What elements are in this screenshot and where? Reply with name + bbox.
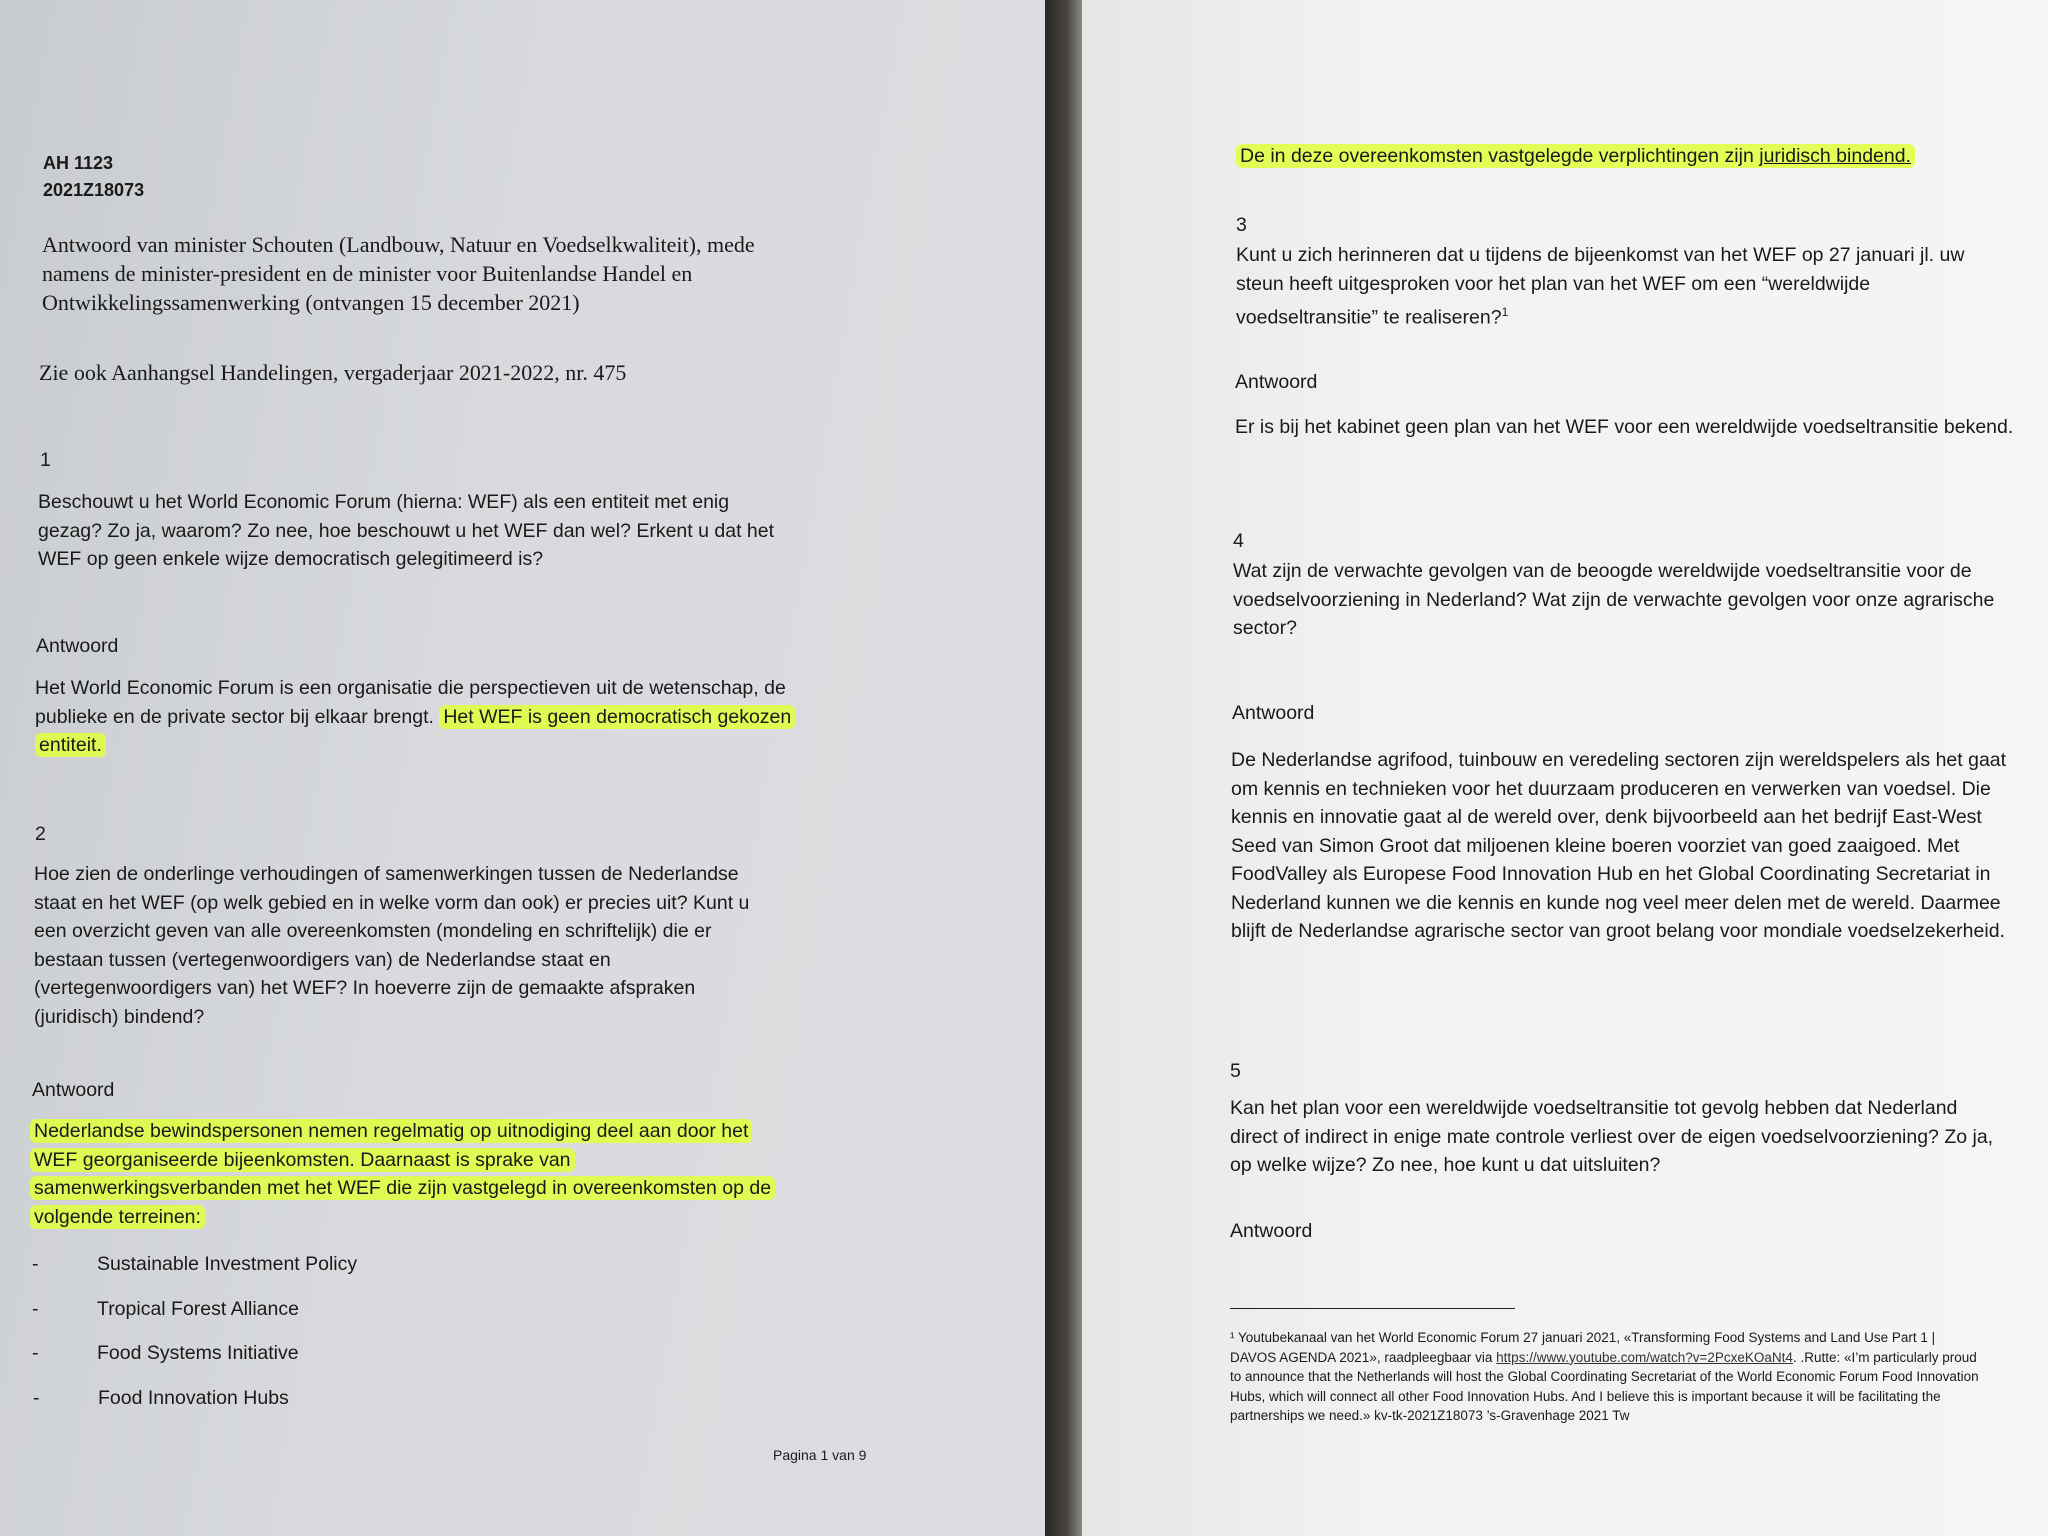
question-2-text: Hoe zien de onderlinge verhoudingen of samenwerkingen tussen de Nederlandse staat en het WEF (op welk gebied en in welke vorm dan ook) er precies uit? Kunt u een overzicht geven van alle overeenkomsten (mondeling en schriftelijk) die er bestaan tussen (vertegenwoordigers van) de Nederlandse staat en (vertegenwoordigers van) het WEF? In hoeverre zijn de gemaakte afspraken (juridisch) bindend?	[34, 863, 750, 1028]
binding-highlight	[1236, 144, 1915, 168]
list-dash: -	[32, 1342, 39, 1364]
footnote-quote: . .Rutte: «I’m particularly proud to announce that the Netherlands will host the Global Coordinating Secretariat of the World Economic Forum Food Innovation Hubs, which will connect all other Food Innovation Hubs. And I believe this is important because it will be facilitating the partnerships we need.» kv-tk-2021Z18073 ’s-Gravenhage 2021 Tw	[1230, 1349, 1979, 1423]
question-4-number: 4	[1233, 530, 1244, 552]
binding-statement	[1236, 142, 2036, 171]
list-item-label: Food Systems Initiative	[97, 1342, 299, 1364]
answer-3-heading: Antwoord	[1235, 371, 1318, 393]
see-also-reference: Zie ook Aanhangsel Handelingen, vergaderjaar 2021-2022, nr. 475	[39, 360, 627, 385]
list-item-label: Sustainable Investment Policy	[97, 1253, 358, 1275]
question-5-number: 5	[1230, 1060, 1241, 1082]
binding-highlight-text: De in deze overeenkomsten vastgelegde verplichtingen zijn	[1240, 145, 1754, 167]
right-page	[1082, 0, 2048, 1536]
ref-number: 2021Z18073	[43, 180, 145, 200]
question-3-paragraph	[1236, 241, 2016, 332]
question-1-number: 1	[40, 449, 51, 471]
question-5-text: Kan het plan voor een wereldwijde voedseltransitie tot gevolg hebben dat Nederland direct of indirect in enige mate controle verliest over de eigen voedselvoorziening? Zo ja, op welke wijze? Zo nee, hoe kunt u dat uitsluiten?	[1230, 1097, 1994, 1176]
question-4-text: Wat zijn de verwachte gevolgen van de beoogde wereldwijde voedseltransitie voor de voedselvoorziening in Nederland? Wat zijn de verwachte gevolgen voor onze agrarische sector?	[1233, 560, 1995, 639]
list-dash: -	[32, 1253, 39, 1275]
ref-code: AH 1123	[43, 153, 114, 173]
list-dash: -	[32, 1298, 39, 1320]
answer-4-heading: Antwoord	[1232, 702, 1315, 724]
answer-5-heading: Antwoord	[1230, 1220, 1313, 1242]
question-3-number: 3	[1236, 214, 1247, 236]
answer-1-paragraph	[35, 674, 795, 760]
list-item-label: Food Innovation Hubs	[98, 1387, 289, 1409]
footnote	[1230, 1328, 1985, 1426]
footnote-link[interactable]: https://www.youtube.com/watch?v=2PcxeKOaNt4	[1496, 1349, 1793, 1365]
footnote-divider	[1230, 1308, 1515, 1309]
answer-1-text: Het World Economic Forum is een organisatie die perspectieven uit de wetenschap, de publieke en de private sector bij elkaar brengt.	[35, 677, 786, 728]
answer-2-heading: Antwoord	[32, 1079, 115, 1101]
footnote-text: Youtubekanaal van het World Economic Forum 27 januari 2021, «Transforming Food Systems and Land Use Part 1 | DAVOS AGENDA 2021», raadpleegbaar via	[1230, 1330, 1936, 1365]
question-3-text: Kunt u zich herinneren dat u tijdens de bijeenkomst van het WEF op 27 januari jl. uw steun heeft uitgesproken voor het plan van het WEF om een “wereldwijde voedseltransitie” te realiseren?	[1236, 244, 1965, 329]
question-1-text: Beschouwt u het World Economic Forum (hierna: WEF) als een entiteit met enig gezag? Zo ja, waarom? Zo nee, hoe beschouwt u het WEF dan wel? Erkent u dat het WEF op geen enkele wijze democratisch gelegitimeerd is?	[38, 491, 775, 570]
intro-paragraph: Antwoord van minister Schouten (Landbouw, Natuur en Voedselkwaliteit), mede namens de minister-president en de minister voor Buitenlandse Handel en Ontwikkelingssamenwerking (ontvangen 15 december 2021)	[42, 232, 755, 315]
answer-2-highlight: Nederlandse bewindspersonen nemen regelmatig op uitnodiging deel aan door het WEF georganiseerde bijeenkomsten. Daarnaast is sprake van samenwerkingsverbanden met het WEF die zijn vastgelegd in overeenkomsten op de volgende terreinen:	[30, 1119, 775, 1229]
question-2-number: 2	[35, 823, 46, 845]
answer-1-highlight: Het WEF is geen democratisch gekozen entiteit.	[35, 705, 795, 758]
answer-1-heading: Antwoord	[36, 635, 119, 657]
page-number-footer: Pagina 1 van 9	[773, 1447, 867, 1463]
footnote-ref: 1	[1501, 305, 1509, 319]
binding-underlined: juridisch bindend.	[1759, 145, 1911, 167]
list-item-label: Tropical Forest Alliance	[97, 1298, 299, 1320]
answer-3-text: Er is bij het kabinet geen plan van het WEF voor een wereldwijde voedseltransitie bekend.	[1235, 416, 2014, 438]
answer-2-paragraph	[30, 1117, 785, 1231]
footnote-mark: ¹	[1230, 1330, 1235, 1345]
page-gap-shadow	[1045, 0, 1082, 1536]
list-dash: -	[33, 1387, 40, 1409]
answer-4-text: De Nederlandse agrifood, tuinbouw en veredeling sectoren zijn wereldspelers als het gaat om kennis en technieken voor het duurzaam produceren en verwerken van voedsel. Die kennis en innovatie gaat al de wereld over, denk bijvoorbeeld aan het bedrijf East-West Seed van Simon Groot dat miljoenen kleine boeren voorziet van goed zaaigoed. Met FoodValley als Europese Food Innovation Hub en het Global Coordinating Secretariat in Nederland kunnen we die kennis en kunde nog veel meer delen met de wereld. Daarmee blijft de Nederlandse agrarische sector van groot belang voor mondiale voedselzekerheid.	[1231, 749, 2007, 942]
